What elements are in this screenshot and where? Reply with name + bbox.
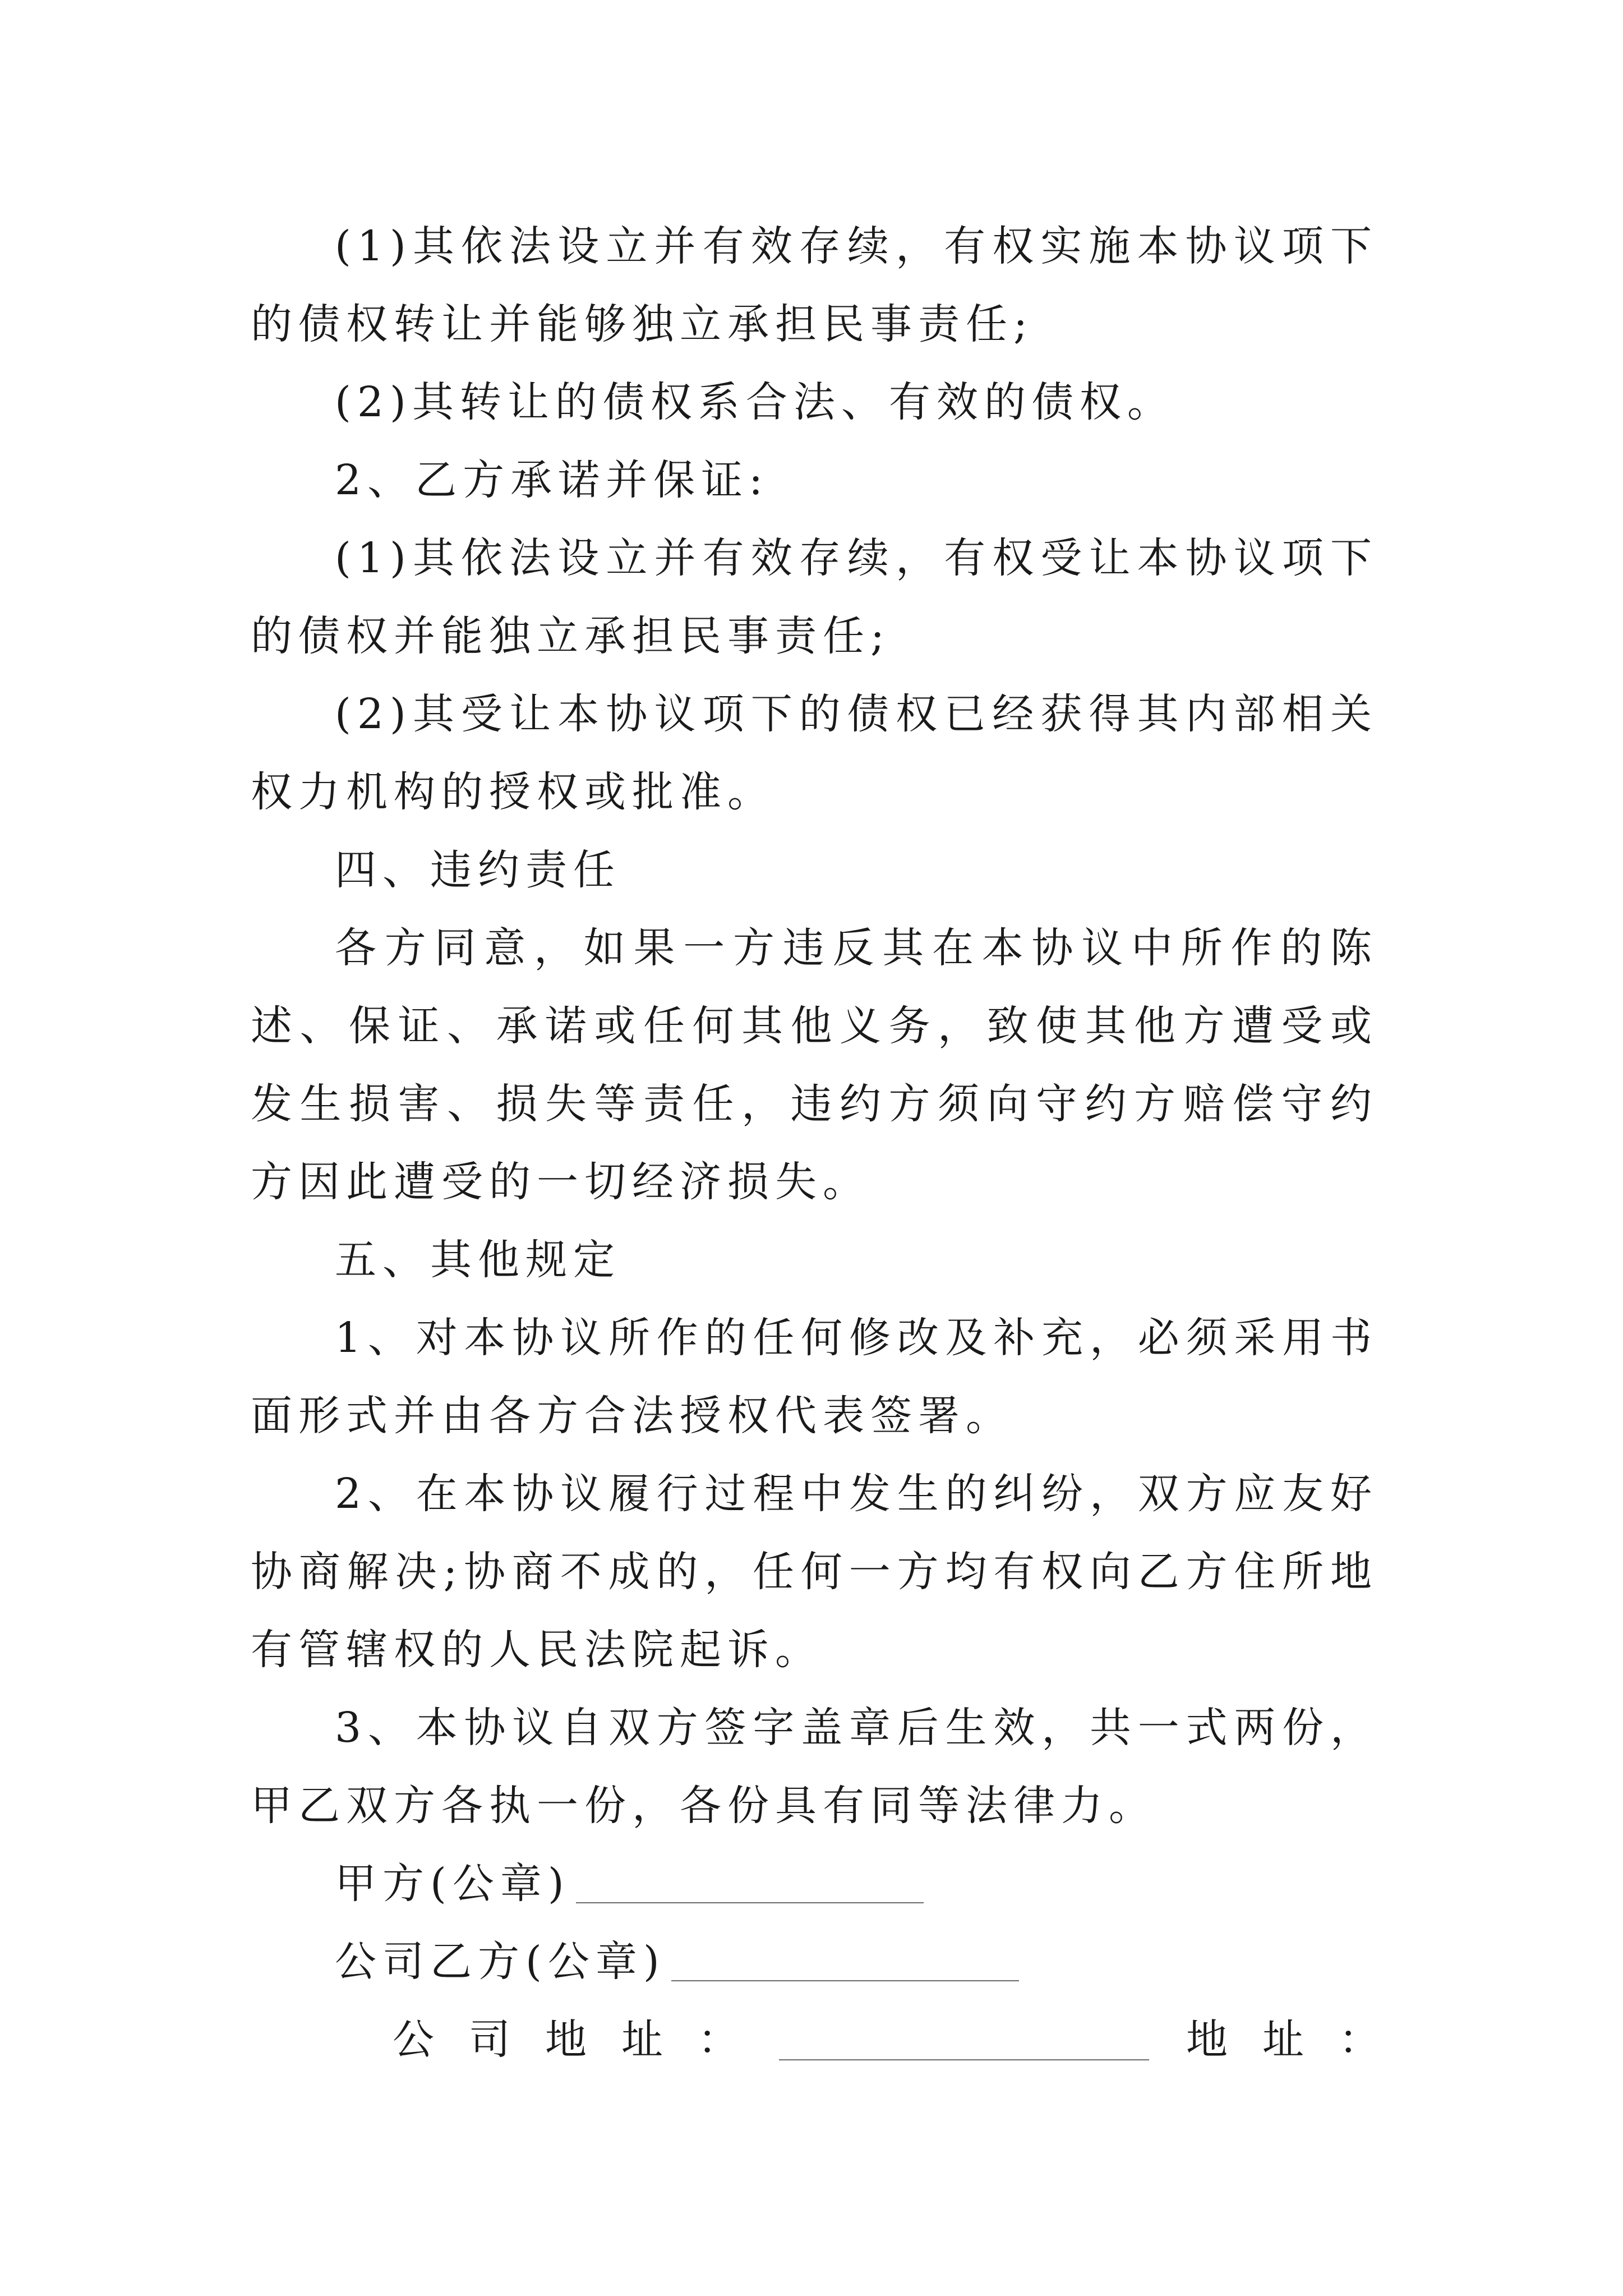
paragraph-breach-liability: 各方同意，如果一方违反其在本协议中所作的陈述、保证、承诺或任何其他义务，致使其他方遭受或发生损害、损失等责任，违约方须向守约方赔偿守约方因此遭受的一切经济损失。 (251, 924, 1378, 1206)
address-line (251, 2001, 1415, 2079)
paragraph-warranty-a-2: (2)其转让的债权系合法、有效的债权。 (335, 378, 1175, 426)
paragraph-party-b-heading: 2、乙方承诺并保证: (335, 456, 769, 504)
company-address-blank (779, 2059, 1149, 2060)
party-a-signature-blank (576, 1902, 924, 1903)
company-address-label: 公司地址： (393, 2016, 774, 2064)
section-heading-other: 五、其他规定 (335, 1236, 621, 1284)
paragraph-warranty-b-1: (1)其依法设立并有效存续，有权受让本协议项下的债权并能独立承担民事责任; (251, 534, 1378, 660)
document-body (251, 208, 1415, 2079)
address-label: 地址： (1186, 2016, 1415, 2064)
paragraph-other-3: 3、本协议自双方签字盖章后生效，共一式两份，甲乙双方各执一份，各份具有同等法律力。 (251, 1704, 1378, 1830)
party-b-signature-blank (671, 1980, 1019, 1981)
party-b-label: 公司乙方(公章) (335, 1938, 666, 1986)
party-a-label: 甲方(公章) (335, 1860, 570, 1908)
signature-party-a (335, 1845, 1378, 1923)
paragraph-warranty-b-2: (2)其受让本协议项下的债权已经获得其内部相关权力机构的授权或批准。 (251, 690, 1378, 816)
signature-party-b (335, 1923, 1378, 2001)
paragraph-other-1: 1、对本协议所作的任何修改及补充，必须采用书面形式并由各方合法授权代表签署。 (251, 1314, 1378, 1440)
section-heading-breach: 四、违约责任 (335, 846, 621, 894)
paragraph-other-2: 2、在本协议履行过程中发生的纠纷，双方应友好协商解决;协商不成的，任何一方均有权向乙方住所地有管辖权的人民法院起诉。 (251, 1470, 1378, 1674)
paragraph-warranty-a-1: (1)其依法设立并有效存续，有权实施本协议项下的债权转让并能够独立承担民事责任; (251, 222, 1378, 348)
